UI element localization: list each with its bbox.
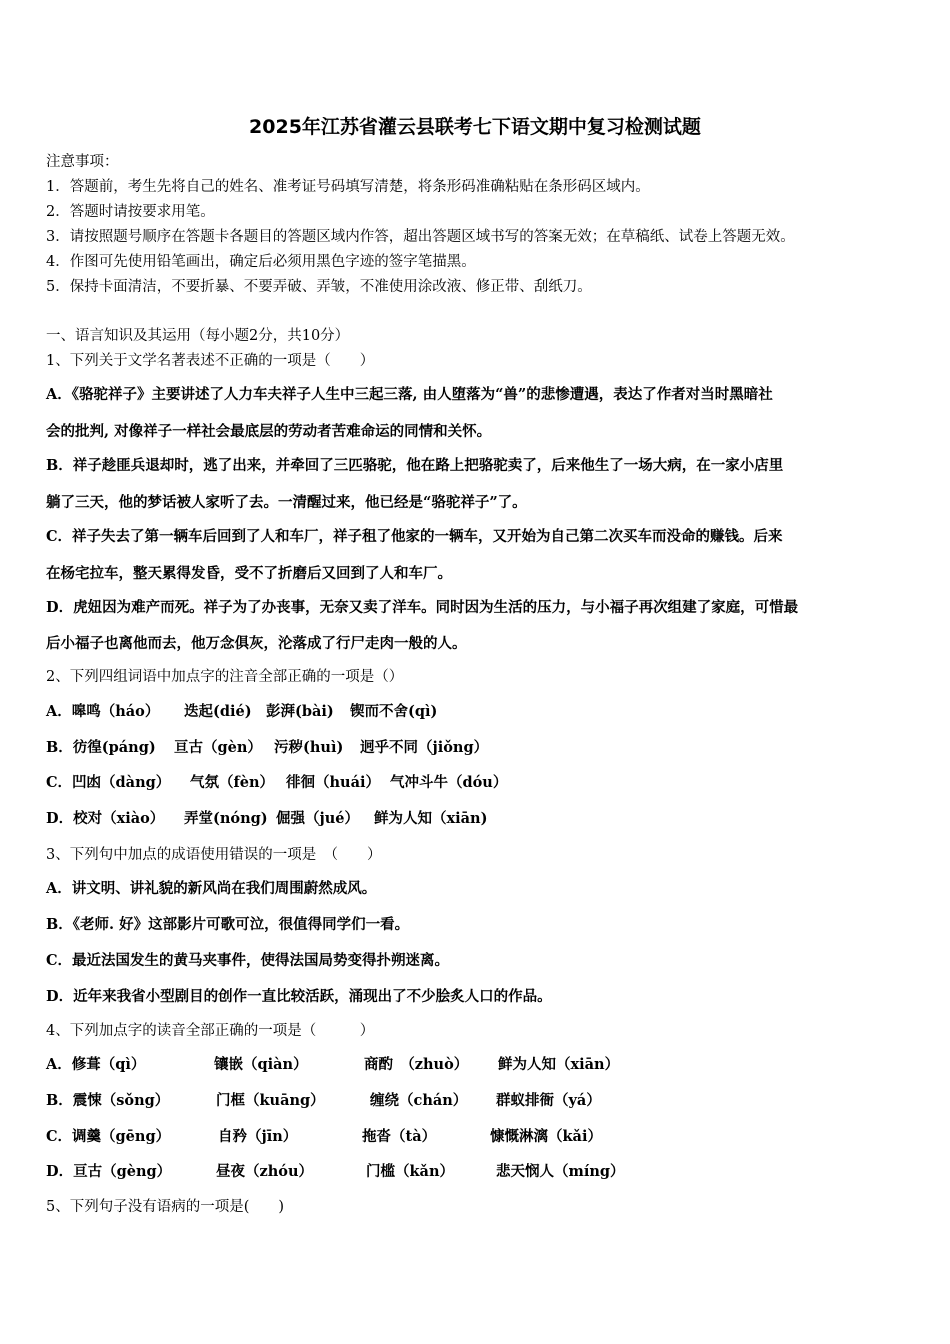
section-heading: 一、语言知识及其运用（每小题2分，共10分）	[46, 328, 350, 344]
option-term: B．彷徨(páng)	[46, 739, 156, 756]
question-5-stem: 5、下列句子没有语病的一项是( )	[46, 1199, 285, 1215]
option-term: 锲而不舍(qì)	[350, 703, 438, 720]
question-1-option-c-cont: 在杨宅拉车，整天累得发昏，受不了折磨后又回到了人和车厂。	[46, 565, 452, 582]
question-3-option-d: D．近年来我省小型剧目的创作一直比较活跃，涌现出了不少脍炙人口的作品。	[46, 988, 552, 1005]
option-term: 迥乎不同（jiǒng）	[360, 739, 489, 756]
option-term: A．嗥鸣（háo）	[46, 703, 160, 720]
page-title: 2025年江苏省灌云县联考七下语文期中复习检测试题	[249, 116, 701, 138]
notice-item: 4．作图可先使用铅笔画出，确定后必须用黑色字迹的签字笔描黑。	[46, 254, 476, 270]
option-term: 拖沓（tà）	[362, 1128, 437, 1145]
question-1-stem: 1、下列关于文学名著表述不正确的一项是（ ）	[46, 353, 375, 369]
notice-item: 2．答题时请按要求用笔。	[46, 204, 215, 220]
question-2-option-d	[46, 809, 487, 829]
option-term: 亘古（gèn）	[174, 739, 262, 756]
option-term: 门槛（kǎn）	[366, 1163, 454, 1180]
question-3-option-b: B．《老师. 好》这部影片可歌可泣，很值得同学们一看。	[46, 916, 410, 933]
notice-item: 5．保持卡面清洁，不要折暴、不要弄破、弄皱，不准使用涂改液、修正带、刮纸刀。	[46, 279, 592, 295]
option-term: 鲜为人知（xiān)	[374, 810, 488, 827]
question-1-option-d: D．虎妞因为难产而死。祥子为了办丧事，无奈又卖了洋车。同时因为生活的压力，与小福子再次组建了家庭，可惜最	[46, 599, 799, 616]
question-4-stem: 4、下列加点字的读音全部正确的一项是（ ）	[46, 1023, 375, 1039]
notice-item: 3．请按照题号顺序在答题卡各题目的答题区域内作答，超出答题区域书写的答案无效；在草稿纸、试卷上答题无效。	[46, 229, 795, 245]
question-4-option-a	[46, 1055, 619, 1075]
question-2-option-a	[46, 702, 437, 722]
question-2-stem: 2、下列四组词语中加点字的注音全部正确的一项是（）	[46, 669, 404, 685]
question-1-option-b: B．祥子趁匪兵退却时，逃了出来，并牵回了三匹骆驼，他在路上把骆驼卖了，后来他生了一场大病，在一家小店里	[46, 457, 784, 474]
question-4-option-c	[46, 1127, 602, 1147]
option-term: 迭起(dié)	[184, 703, 252, 720]
question-2-option-b	[46, 738, 488, 758]
question-1-option-a: A．《骆驼祥子》主要讲述了人力车夫祥子人生中三起三落, 由人堕落为“兽”的悲惨遭遇，表达了作者对当时黑暗社	[46, 386, 773, 403]
question-4-option-b	[46, 1091, 601, 1111]
question-2-option-c	[46, 773, 507, 793]
question-3-stem: 3、下列句中加点的成语使用错误的一项是 （ ）	[46, 847, 382, 863]
notice-heading: 注意事项：	[46, 154, 119, 170]
option-term: B．震悚（sǒng）	[46, 1092, 170, 1109]
option-term: 群蚁排衙（yá）	[496, 1092, 601, 1109]
option-term: 商酌 （zhuò）	[364, 1056, 469, 1073]
option-term: 镶嵌（qiàn）	[214, 1056, 308, 1073]
option-term: 自矜（jīn）	[218, 1128, 298, 1145]
option-term: A．修葺（qì）	[46, 1056, 146, 1073]
option-term: D．亘古（gèng）	[46, 1163, 172, 1180]
option-term: 悲天悯人（míng）	[496, 1163, 625, 1180]
option-term: 慷慨淋漓（kǎi）	[490, 1128, 602, 1145]
option-term: 昼夜（zhóu）	[216, 1163, 313, 1180]
option-term: 倔强（jué）	[276, 810, 360, 827]
question-1-option-b-cont: 躺了三天，他的梦话被人家听了去。一清醒过来，他已经是“骆驼祥子”了。	[46, 494, 527, 511]
question-4-option-d	[46, 1162, 625, 1182]
option-term: 弄堂(nóng)	[184, 810, 268, 827]
option-term: 鲜为人知（xiān）	[498, 1056, 620, 1073]
option-term: C．凹凼（dàng）	[46, 774, 171, 791]
option-term: 彭湃(bài)	[266, 703, 334, 720]
question-3-option-a: A．讲文明、讲礼貌的新风尚在我们周围蔚然成风。	[46, 880, 377, 897]
option-term: D．校对（xiào）	[46, 810, 165, 827]
option-term: 门框（kuāng）	[216, 1092, 325, 1109]
question-1-option-d-cont: 后小福子也离他而去，他万念俱灰，沦落成了行尸走肉一般的人。	[46, 635, 467, 652]
option-term: 气冲斗牛（dóu）	[390, 774, 508, 791]
option-term: 污秽(huì)	[274, 739, 344, 756]
option-term: 徘徊（huái）	[286, 774, 380, 791]
question-1-option-c: C．祥子失去了第一辆车后回到了人和车厂，祥子租了他家的一辆车，又开始为自己第二次买车而没命的赚钱。后来	[46, 528, 783, 545]
option-term: C．调羹（gēng）	[46, 1128, 171, 1145]
question-3-option-c: C．最近法国发生的黄马夹事件，使得法国局势变得扑朔迷离。	[46, 952, 450, 969]
option-term: 缠绕（chán）	[370, 1092, 468, 1109]
option-term: 气氛（fèn）	[190, 774, 275, 791]
question-1-option-a-cont: 会的批判, 对像祥子一样社会最底层的劳动者苦难命运的同情和关怀。	[46, 423, 492, 440]
notice-item: 1．答题前，考生先将自己的姓名、准考证号码填写清楚，将条形码准确粘贴在条形码区域内。	[46, 179, 650, 195]
